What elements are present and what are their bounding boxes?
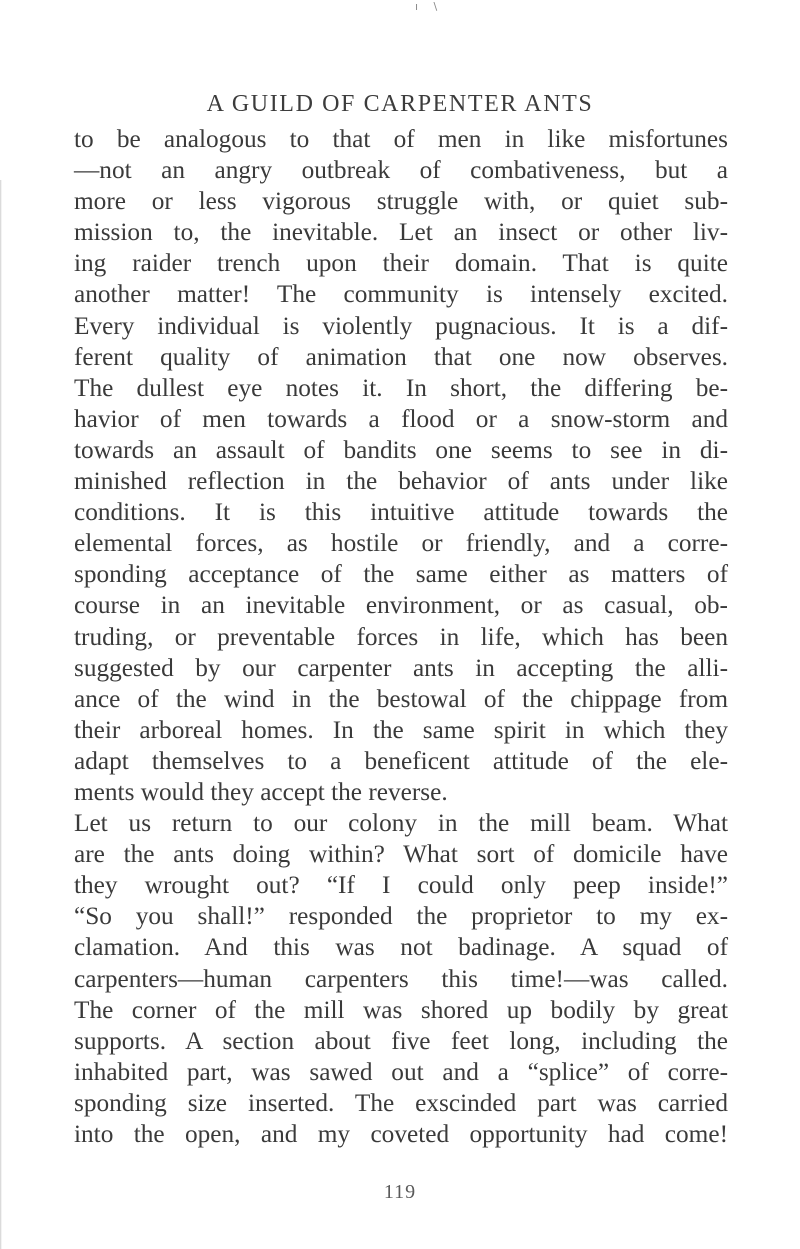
text-line: towards an assault of bandits one seems to see in di- — [74, 435, 728, 464]
text-line: havior of men towards a flood or a snow-storm and — [74, 404, 728, 433]
text-line: mission to, the inevitable. Let an insect or other liv- — [74, 218, 728, 247]
text-line: The dullest eye notes it. In short, the differing be- — [74, 373, 728, 402]
text-line: —not an angry outbreak of combativeness, but a — [74, 156, 728, 185]
text-line: Let us return to our colony in the mill beam. What — [74, 809, 728, 838]
text-line: carpenters—human carpenters this time!—was called. — [74, 964, 728, 993]
text-line: to be analogous to that of men in like misfortunes — [74, 125, 728, 153]
text-line: ments would they accept the reverse. — [74, 777, 448, 806]
page-edge-shadow — [0, 180, 2, 1249]
text-line: The corner of the mill was shored up bodily by great — [74, 995, 728, 1024]
text-line: clamation. And this was not badinage. A squad of — [74, 933, 728, 962]
text-line: their arboreal homes. In the same spirit in which they — [74, 715, 728, 744]
text-line: into the open, and my coveted opportunity had come! — [74, 1120, 728, 1148]
text-line: supports. A section about five feet long, including the — [74, 1026, 728, 1055]
top-printer-marks: ı \ — [415, 0, 444, 13]
text-line: Every individual is violently pugnacious. It is a dif- — [74, 311, 728, 340]
text-line: ing raider trench upon their domain. That is quite — [74, 249, 728, 278]
running-head: A GUILD OF CARPENTER ANTS — [206, 91, 594, 117]
text-line: adapt themselves to a beneficent attitude of the ele- — [74, 746, 728, 775]
text-line: inhabited part, was sawed out and a “splice” of corre- — [74, 1057, 728, 1086]
text-line: suggested by our carpenter ants in accepting the alli- — [74, 653, 728, 682]
text-line: conditions. It is this intuitive attitude towards the — [74, 498, 728, 527]
text-line: more or less vigorous struggle with, or quiet sub- — [74, 187, 728, 216]
text-line: another matter! The community is intensely excited. — [74, 280, 728, 309]
text-line: elemental forces, as hostile or friendly, and a corre- — [74, 529, 728, 558]
text-line: ferent quality of animation that one now observes. — [74, 342, 728, 371]
text-line: minished reflection in the behavior of ants under like — [74, 467, 728, 496]
text-line: sponding acceptance of the same either as matters of — [74, 560, 728, 589]
text-line: “So you shall!” responded the proprietor to my ex- — [74, 902, 728, 931]
text-line: truding, or preventable forces in life, which has been — [74, 622, 728, 651]
text-line: ance of the wind in the bestowal of the chippage from — [74, 684, 728, 713]
text-line: are the ants doing within? What sort of domicile have — [74, 840, 728, 869]
body-text — [74, 124, 728, 1150]
text-line: sponding size inserted. The exscinded part was carried — [74, 1088, 728, 1117]
text-line: they wrought out? “If I could only peep inside!” — [74, 871, 728, 900]
text-line: course in an inevitable environment, or as casual, ob- — [74, 591, 728, 620]
page-number: 119 — [383, 1181, 417, 1203]
